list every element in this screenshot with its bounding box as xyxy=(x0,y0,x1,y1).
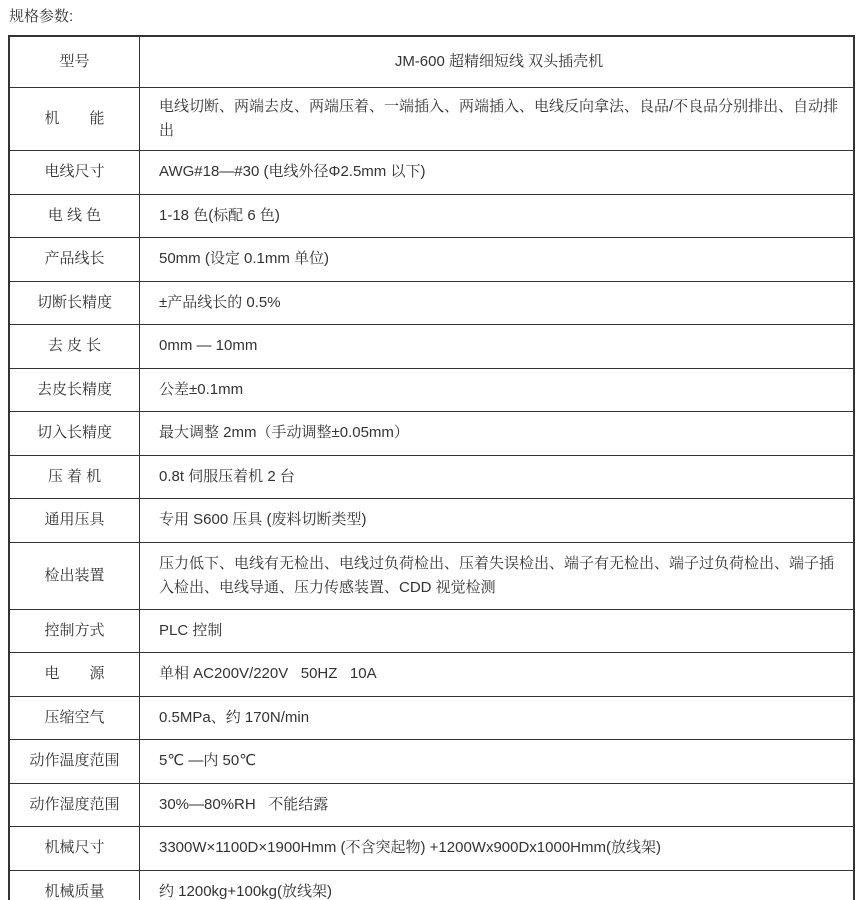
table-row xyxy=(10,609,853,653)
spec-label: 机械尺寸 xyxy=(10,827,140,870)
spec-label: 电线尺寸 xyxy=(10,151,140,194)
spec-value: 公差±0.1mm xyxy=(159,380,244,398)
spec-label: 压 着 机 xyxy=(10,456,140,499)
table-row xyxy=(10,652,853,696)
spec-value: 0.5MPa、约 170N/min xyxy=(159,708,310,726)
table-row xyxy=(10,368,853,412)
table-row xyxy=(10,696,853,740)
spec-value: 最大调整 2mm（手动调整±0.05mm） xyxy=(159,424,409,442)
spec-label: 压缩空气 xyxy=(10,697,140,740)
spec-value: 0mm — 10mm xyxy=(159,337,258,355)
spec-label: 切断长精度 xyxy=(10,282,140,325)
spec-value: 50mm (设定 0.1mm 单位) xyxy=(159,250,330,268)
spec-label: 通用压具 xyxy=(10,499,140,542)
spec-label: 机 能 xyxy=(10,88,140,150)
table-row xyxy=(10,237,853,281)
table-row xyxy=(10,826,853,870)
table-row xyxy=(10,870,853,900)
spec-value: 专用 S600 压具 (废料切断类型) xyxy=(159,511,367,529)
spec-label: 动作温度范围 xyxy=(10,740,140,783)
spec-label: 去 皮 长 xyxy=(10,325,140,368)
table-row xyxy=(10,194,853,238)
spec-label: 去皮长精度 xyxy=(10,369,140,412)
spec-label: 型号 xyxy=(10,37,140,87)
spec-value: ±产品线长的 0.5% xyxy=(159,293,281,311)
spec-label: 检出装置 xyxy=(10,543,140,609)
spec-label: 控制方式 xyxy=(10,610,140,653)
spec-label: 电 源 xyxy=(10,653,140,696)
table-row xyxy=(10,739,853,783)
spec-value: 0.8t 伺服压着机 2 台 xyxy=(159,467,295,485)
spec-value: AWG#18—#30 (电线外径Φ2.5mm 以下) xyxy=(159,163,426,181)
table-row xyxy=(10,498,853,542)
spec-value: PLC 控制 xyxy=(159,621,223,639)
spec-label: 切入长精度 xyxy=(10,412,140,455)
table-row xyxy=(10,542,853,609)
table-row xyxy=(10,783,853,827)
spec-value: 单相 AC200V/220V 50HZ 10A xyxy=(159,665,377,683)
spec-value: 5℃ —内 50℃ xyxy=(159,752,257,770)
page-title: 规格参数: xyxy=(9,8,74,25)
spec-value: JM-600 超精细短线 双头插壳机 xyxy=(394,53,604,70)
spec-label: 动作湿度范围 xyxy=(10,784,140,827)
table-row xyxy=(10,455,853,499)
table-row xyxy=(10,411,853,455)
table-row xyxy=(10,37,853,87)
table-row xyxy=(10,324,853,368)
table-row xyxy=(10,150,853,194)
spec-label: 产品线长 xyxy=(10,238,140,281)
spec-label: 机械质量 xyxy=(10,871,140,900)
spec-value: 3300W×1100D×1900Hmm (不含突起物) +1200Wx900Dx1000Hmm(放线架) xyxy=(159,839,661,857)
spec-value: 1-18 色(标配 6 色) xyxy=(159,206,280,224)
table-row xyxy=(10,87,853,150)
spec-value: 压力低下、电线有无检出、电线过负荷检出、压着失误检出、端子有无检出、端子过负荷检出、端子插入检出、电线导通、压力传感装置、CDD 视觉检测 xyxy=(159,554,835,596)
spec-value: 电线切断、两端去皮、两端压着、一端插入、两端插入、电线反向拿法、良品/不良品分别排出、自动排出 xyxy=(159,98,839,139)
spec-table xyxy=(8,35,855,900)
spec-value: 30%—80%RH 不能结露 xyxy=(159,795,329,813)
spec-value: 约 1200kg+100kg(放线架) xyxy=(159,882,332,900)
table-row xyxy=(10,281,853,325)
spec-label: 电 线 色 xyxy=(10,195,140,238)
